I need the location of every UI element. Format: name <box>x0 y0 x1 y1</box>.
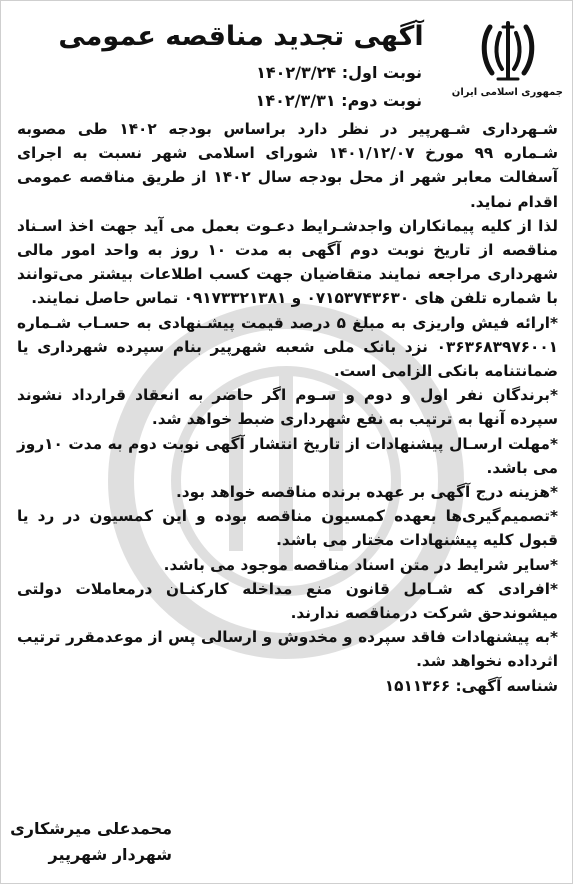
first-round-date: نوبت اول: ۱۴۰۲/۳/۲۴ <box>256 63 422 82</box>
emblem <box>453 19 563 109</box>
clause-deadline: *مهلت ارسـال پیشنهادات از تاریخ انتشار آگهی نوبت دوم به مدت ۱۰روز می باشد. <box>17 434 558 477</box>
clause-commission: *تصمیم‌گیری‌ها بعهده کمسیون مناقصه بوده و این کمسیون در رد یا قبول کلیه پیشنهادات مختار می باشد. <box>17 507 558 550</box>
clause-invalid-bids: *به پیشنهادات فاقد سپرده و مخدوش و ارسالی پس از موعدمقرر ترتیب اثرداده نخواهد شد. <box>17 628 558 671</box>
ad-identifier: شناسه آگهی: ۱۵۱۱۳۶۶ <box>384 676 558 695</box>
clause-other-terms: *سایر شرایط در متن اسناد مناقصه موجود می باشد. <box>163 555 558 574</box>
clause-ad-cost: *هزینه درج آگهی بر عهده برنده مناقصه خواهد بود. <box>175 483 558 502</box>
clause-prohibited: *افرادی که شـامل قانون منع مداخله کارکنـان درمعاملات دولتی میشوندحق شرکت درمناقصه ندارند. <box>17 579 558 623</box>
emblem-caption: جمهوری اسلامی ایران <box>451 87 563 98</box>
signatory-name: محمدعلی میرشکاری <box>10 819 172 838</box>
invitation-paragraph: لذا از کلیه پیمانکاران واجدشـرایط دعـوت بعمل می آید جهت اخذ اسـناد مناقصه از تاریخ نوبت دوم آگهی به مدت ۱۰ روز به واحد امور مالی شهرداری مراجعه نمایند متقاضیان جهت کسب اطلاعات بیشتر می‌توانند با شماره تلفن های ۰۷۱۵۳۷۴۳۶۳۰ و ۰۹۱۷۳۳۲۱۳۸۱ تماس حاصل نمایند. <box>17 216 558 308</box>
clause-deposit: *ارائه فیش واریزی به مبلغ ۵ درصد قیمت پیشـنهادی به حسـاب شـماره ۰۳۶۳۶۸۳۹۷۶۰۰۱ نزد بانک ملی شعبه شهرپیر بنام سپرده شهرداری یا ضمانتنامه بانکی الزامی است. <box>17 313 558 381</box>
notice-body <box>17 117 558 698</box>
second-round-date: نوبت دوم: ۱۴۰۲/۳/۳۱ <box>255 91 422 110</box>
iran-emblem-icon <box>478 19 538 83</box>
page-title: آگهی تجدید مناقصه عمومی <box>58 21 424 52</box>
signatory-role: شهردار شهرپیر <box>48 845 172 864</box>
intro-paragraph: شـهرداری شـهرپیر در نظر دارد براساس بودجه ۱۴۰۲ طی مصوبه شـماره ۹۹ مورخ ۱۴۰۱/۱۲/۰۷ شورای اسلامی شهر نسبت به اجرای آسفالت معابر شهر از محل بودجه سال ۱۴۰۲ از طریق مناقصه عمومی اقدام نماید. <box>17 120 559 211</box>
clause-winners: *برندگان نفر اول و دوم و سـوم اگر حاضر به انعقاد قرارداد نشوند سپرده آنها به ترتیب به نفع شهرداری ضبط خواهد شد. <box>17 386 558 429</box>
